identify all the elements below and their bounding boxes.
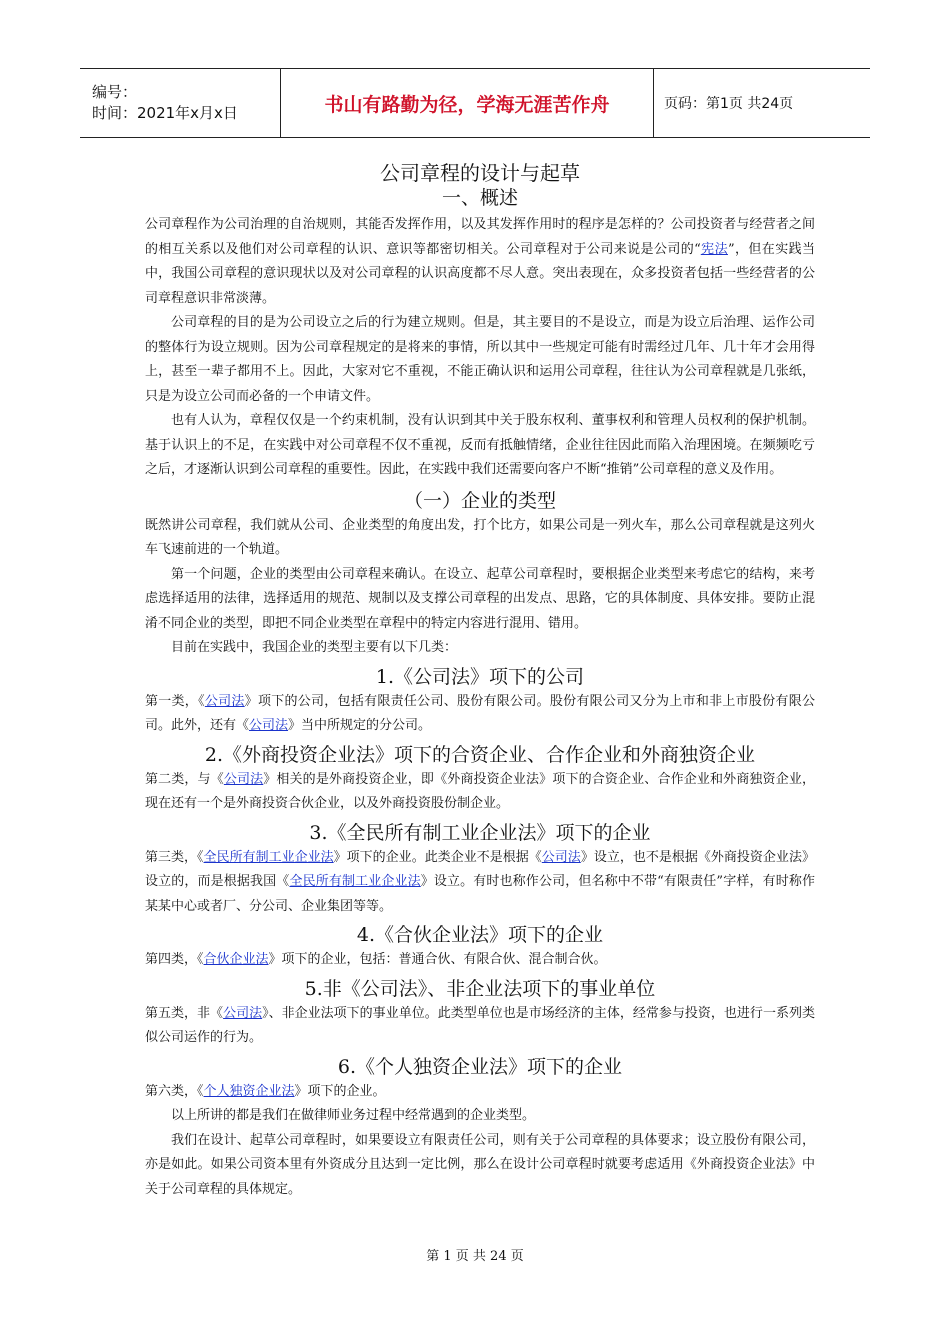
document-body xyxy=(145,160,815,1202)
paragraph: 以上所讲的都是我们在做律师业务过程中经常遇到的企业类型。 xyxy=(171,1108,536,1123)
paragraph xyxy=(145,846,815,920)
document-title: 公司章程的设计与起草 xyxy=(380,161,580,185)
text: 》设立。有时也称作公司，但名称中不带“有限责任”字样，有时称作某某中心或者厂、分公司、企业集团等等。 xyxy=(145,874,815,914)
link-company-law[interactable]: 公司法 xyxy=(223,1005,263,1021)
link-state-owned-law[interactable]: 全民所有制工业企业法 xyxy=(203,849,334,865)
text: 第五类，非《 xyxy=(145,1005,224,1021)
text: 》项下的企业，包括：普通合伙、有限合伙、混合制合伙。 xyxy=(268,952,607,967)
link-company-law[interactable]: 公司法 xyxy=(249,718,289,733)
header-motto xyxy=(281,69,654,137)
text: 》、非企业法项下的事业单位。此类型单位也是市场经济的主体，经常参与投资，也进行一系列类似公司运作的行为。 xyxy=(145,1005,815,1045)
paragraph xyxy=(145,690,815,739)
text: ”，但在实践当中，我国公司章程的意识现状以及对公司章程的认识高度都不尽人意。突出表现在，众多投资者包括一些经营者的公司章程意识非常淡薄。 xyxy=(145,241,815,306)
paragraph: 第一个问题，企业的类型由公司章程来确认。在设立、起草公司章程时，要根据企业类型来考虑它的结构，来考虑选择适用的法律，选择适用的规范、规制以及支撑公司章程的出发点、思路，它的具体制度、具体安排。要防止混淆不同企业的类型，即把不同企业类型在章程中的特定内容进行混用、错用。 xyxy=(145,566,815,631)
paragraph xyxy=(145,948,815,973)
date-label: 时间：2021年x月x日 xyxy=(92,104,238,122)
paragraph: 既然讲公司章程，我们就从公司、企业类型的角度出发，打个比方，如果公司是一列火车，那么公司章程就是这列火车飞速前进的一个轨道。 xyxy=(145,517,815,557)
paragraph: 也有人认为，章程仅仅是一个约束机制，没有认识到其中关于股东权利、董事权利和管理人员权利的保护机制。基于认识上的不足，在实践中对公司章程不仅不重视，反而有抵触情绪，企业往往因此而陷入治理困境。在频频吃亏之后，才逐渐认识到公司章程的重要性。因此，在实践中我们还需要向客户不断“推销”公司章程的意义及作用。 xyxy=(145,413,815,477)
paragraph: 我们在设计、起草公司章程时，如果要设立有限责任公司，则有关于公司章程的具体要求；设立股份有限公司，亦是如此。如果公司资本里有外资成分且达到一定比例，那么在设计公司章程时就要考虑适用《外商投资企业法》中关于公司章程的具体规定。 xyxy=(145,1132,815,1197)
link-company-law[interactable]: 公司法 xyxy=(541,849,581,865)
subheading-4: 4.《合伙企业法》项下的企业 xyxy=(356,924,604,946)
subheading-5: 5.非《公司法》、非企业法项下的事业单位 xyxy=(304,977,656,1000)
paragraph xyxy=(145,768,815,817)
header-meta xyxy=(80,69,281,137)
paragraph xyxy=(145,213,815,311)
header-page xyxy=(654,69,870,137)
text: 公司章程作为公司治理的自治规则，其能否发挥作用，以及其发挥作用时的程序是怎样的？公司投资者与经营者之间的相互关系以及他们对公司章程的认识、意识等都密切相关。公司章程对于公司来说是公司的“ xyxy=(145,217,815,257)
text: 第二类，与《 xyxy=(145,771,224,787)
text: 第三类，《 xyxy=(145,849,204,865)
text: 》项下的企业。 xyxy=(294,1083,386,1099)
paragraph xyxy=(145,1002,815,1051)
link-sole-proprietorship-law[interactable]: 个人独资企业法 xyxy=(203,1083,295,1099)
page-label: 页码：第1页 共24页 xyxy=(664,96,794,112)
text: 》项下的公司，包括有限责任公司、股份有限公司。股份有限公司又分为上市和非上市股份有限公司。此外，还有《 xyxy=(145,693,815,733)
paragraph xyxy=(145,1080,815,1105)
text: 第六类，《 xyxy=(145,1083,204,1099)
text: 》相关的是外商投资企业，即《外商投资企业法》项下的合资企业、合作企业和外商独资企业，现在还有一个是外商投资合伙企业，以及外商投资股份制企业。 xyxy=(145,771,815,811)
paragraph: 公司章程的目的是为公司设立之后的行为建立规则。但是，其主要目的不是设立，而是为设立后治理、运作公司的整体行为设立规则。因为公司章程规定的是将来的事情，所以其中一些规定可能有时需经过几年、几十年才会用得上，甚至一辈子都用不上。因此，大家对它不重视，不能正确认识和运用公司章程，往往认为公司章程就是几张纸，只是为设立公司而必备的一个申请文件。 xyxy=(145,315,815,404)
text: 》设立，也不是根据《外商投资企业法》设立的，而是根据我国《 xyxy=(145,849,815,889)
link-partnership-law[interactable]: 合伙企业法 xyxy=(203,952,269,967)
text: 第四类，《 xyxy=(145,952,204,967)
subheading-6: 6.《个人独资企业法》项下的企业 xyxy=(337,1055,623,1078)
link-constitution[interactable]: 宪法 xyxy=(700,241,728,257)
motto-text: 书山有路勤为径，学海无涯苦作舟 xyxy=(324,93,610,116)
text: 第一类，《 xyxy=(145,693,205,709)
section-heading-enterprise-types: （一）企业的类型 xyxy=(403,489,556,512)
document-header xyxy=(80,68,870,138)
text: 》项下的企业。此类企业不是根据《 xyxy=(333,849,542,865)
link-company-law[interactable]: 公司法 xyxy=(223,771,264,787)
subheading-2: 2.《外商投资企业法》项下的合资企业、合作企业和外商独资企业 xyxy=(204,743,756,766)
section-heading-overview: 一、概述 xyxy=(441,187,518,209)
link-state-owned-law[interactable]: 全民所有制工业企业法 xyxy=(289,874,421,889)
link-company-law[interactable]: 公司法 xyxy=(204,693,245,709)
text: 》当中所规定的分公司。 xyxy=(288,718,432,733)
subheading-3: 3.《全民所有制工业企业法》项下的企业 xyxy=(309,821,651,844)
page-footer: 第 1 页 共 24 页 xyxy=(426,1249,524,1264)
subheading-1: 1.《公司法》项下的公司 xyxy=(375,665,585,688)
number-label: 编号： xyxy=(92,83,138,101)
paragraph: 目前在实践中，我国企业的类型主要有以下几类： xyxy=(171,640,458,655)
